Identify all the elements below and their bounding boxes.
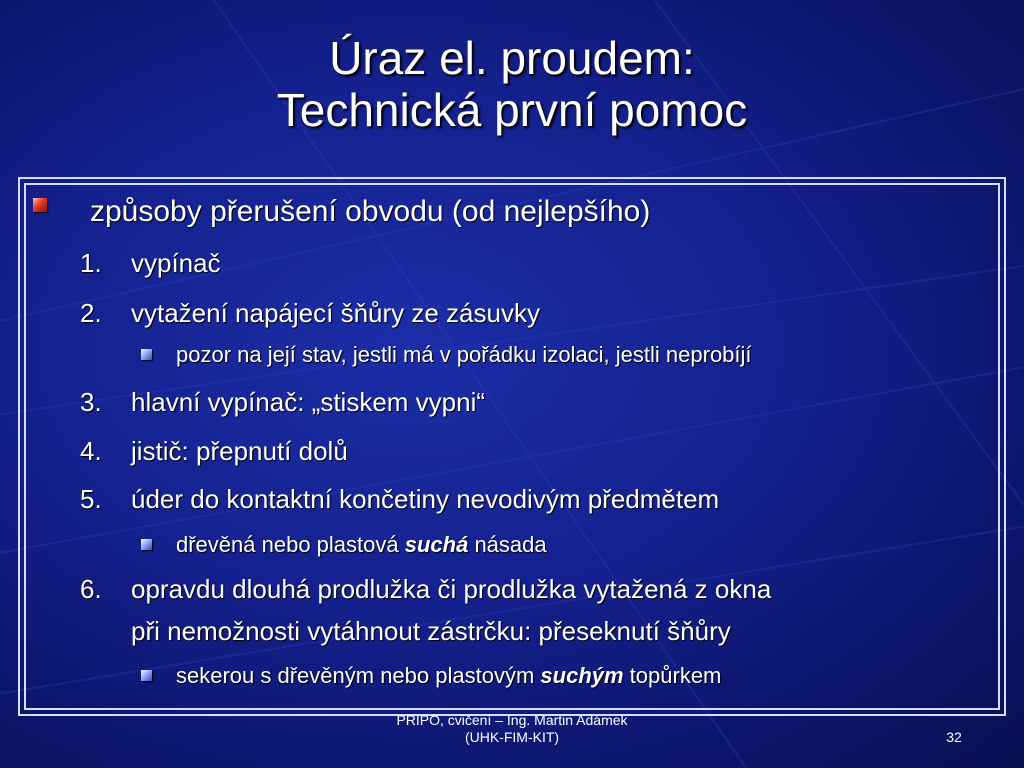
list-item-text-continued: při nemožnosti vytáhnout zástrčku: přeseknutí šňůry <box>131 616 731 646</box>
title-line-2: Technická první pomoc <box>276 84 748 136</box>
footer-line-1: PRIPO, cvičení – Ing. Martin Adámek <box>396 712 628 728</box>
list-item-number: 1. <box>80 248 102 278</box>
footer-line-2: (UHK-FIM-KIT) <box>464 729 560 745</box>
list-item-number: 3. <box>80 387 102 417</box>
sub-text-plain: násada <box>468 532 547 557</box>
page-number: 32 <box>946 729 962 745</box>
list-item-number: 6. <box>80 574 102 604</box>
list-item-text: hlavní vypínač: „stiskem vypni“ <box>131 387 486 417</box>
sub-bullet-text <box>176 532 547 558</box>
square-bullet-icon <box>141 539 152 550</box>
sub-bullet-text <box>176 663 721 689</box>
title-line-1: Úraz el. proudem: <box>329 32 695 84</box>
list-item-number: 2. <box>80 298 102 328</box>
sub-text-plain: sekerou s dřevěným nebo plastovým <box>176 663 541 688</box>
main-bullet-text: způsoby přerušení obvodu (od nejlepšího) <box>90 195 651 228</box>
slide-title <box>0 32 1024 136</box>
sub-text-plain: topůrkem <box>623 663 722 688</box>
list-item-number: 5. <box>80 484 102 514</box>
sub-text-emphasis: suchým <box>540 663 624 688</box>
list-item-text: opravdu dlouhá prodlužka či prodlužka vytažená z okna <box>131 574 772 604</box>
list-item-number: 4. <box>80 436 102 466</box>
square-bullet-icon <box>141 670 152 681</box>
square-bullet-icon <box>141 349 152 360</box>
list-item-text: jistič: přepnutí dolů <box>131 436 348 466</box>
slide-content <box>24 183 1000 710</box>
sub-bullet-text: pozor na její stav, jestli má v pořádku izolaci, jestli neprobíjí <box>176 342 752 367</box>
square-bullet-icon <box>33 198 47 212</box>
sub-text-emphasis: suchá <box>404 532 469 557</box>
list-item-text: úder do kontaktní končetiny nevodivým předmětem <box>131 484 720 514</box>
list-item-text: vytažení napájecí šňůry ze zásuvky <box>131 298 540 328</box>
footer-author <box>362 712 662 746</box>
sub-text-plain: dřevěná nebo plastová <box>176 532 405 557</box>
list-item-text: vypínač <box>131 248 221 278</box>
